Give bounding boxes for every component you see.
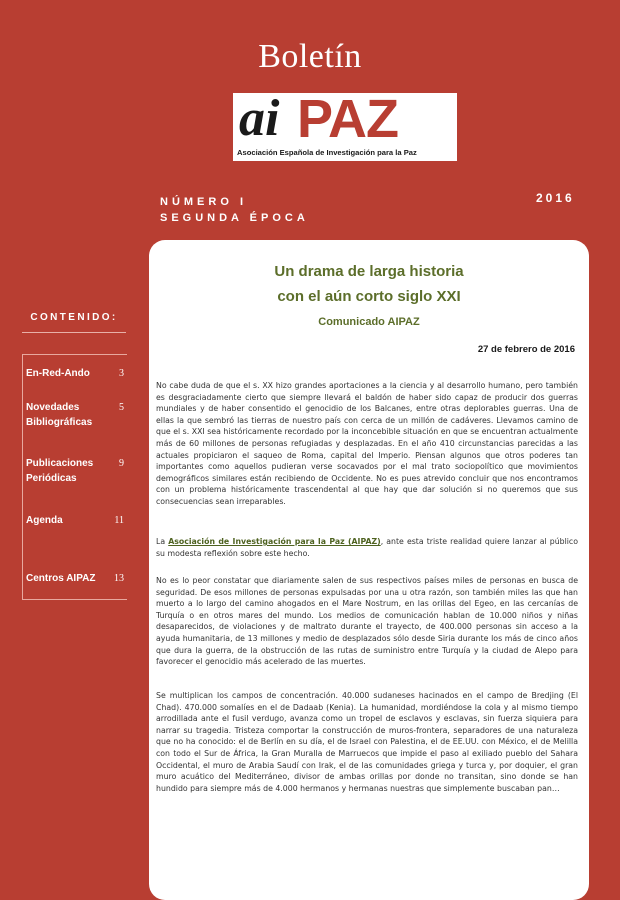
logo-subtitle: Asociación Española de Investigación para la Paz — [237, 148, 417, 157]
issue-info — [160, 194, 309, 226]
toc-item-centros[interactable] — [26, 571, 126, 586]
toc-item-novedades[interactable] — [26, 400, 126, 430]
toc-item-label: Agenda — [26, 515, 63, 526]
issue-year: 2016 — [536, 191, 575, 205]
toc-item-page: 9 — [119, 458, 124, 469]
toc-item-page: 5 — [119, 402, 124, 413]
article-title — [149, 259, 589, 309]
logo-paz-text: PAZ — [297, 93, 398, 149]
toc-heading: CONTENIDO: — [30, 312, 118, 323]
article-card — [149, 240, 589, 900]
toc-item-publicaciones[interactable] — [26, 456, 126, 486]
article-title-line1: Un drama de larga historia — [274, 263, 464, 280]
aipaz-logo — [233, 93, 457, 161]
article-subtitle: Comunicado AIPAZ — [318, 316, 420, 328]
paragraph-2-prefix: La — [156, 537, 169, 546]
masthead-title: Boletín — [258, 38, 362, 75]
toc-item-page: 3 — [119, 368, 124, 379]
logo-ai-text: ai — [239, 93, 280, 147]
article-title-line2: con el aún corto siglo XXI — [277, 288, 461, 305]
article-date: 27 de febrero de 2016 — [477, 344, 575, 355]
article-paragraph-4: Se multiplican los campos de concentración. 40.000 sudaneses hacinados en el campo de Bredjing (El Chad). 470.000 somalíes en el de Dadaab (Kenia). La humanidad, mordiéndose la cola y al mismo tiempo arrodillada ante el fusil verdugo, avanza como un tropel de esclavos y esclavas, sin fuerza siquiera para narrar su tragedia. Tristeza comportar la construcción de muros-frontera, separadores de una naturaleza que no ha conocido: el de Berlín en su día, el de Israel con Palestina, el de EE.UU. con México, el de Melilla con todo el Sur de África, la Gran Muralla de Marruecos que impide el paso al exiliado pueblo del Sahara Occidental, el muro de Arabia Saudí con Irak, el de las comunidades griega y turca y, por doquier, el gran muro acuático del Mediterráneo, divisor de ambas orillas por donde no transitan, sino donde se han hundido para siempre más de 4.000 hermanos y hermanas nuestras que simplemente buscaban pan… — [156, 691, 578, 793]
toc-item-label: Novedades Bibliográficas — [26, 402, 93, 428]
toc-item-label: Publicaciones Periódicas — [26, 458, 94, 484]
article-paragraph-1: No cabe duda de que el s. XX hizo grandes aportaciones a la ciencia y al desarrollo humano, pero también es desgraciadamente cierto que siempre llevará el baldón de haber sido capaz de producir dos guerras mundiales y de haber consentido el genocidio de los Balcanes, entre otras deplorables guerras. Una de ellas la que sembró las tierras de nuestro país con cerca de un millón de cadáveres. Llevamos camino de que el s. XXI sea históricamente recordado por la inconcebible situación en que se encuentran actualmente más de 60 millones de personas refugiadas y desplazadas. En el año 410 circunstancias parecidas a las actuales propiciaron el saqueo de Roma, capital del Imperio. Piensan algunos que otros poderes tan importantes como aquellos pudieran verse socavados por el mal trato sociopolítico que movimientos demográficos similares están recibiendo de Occidente. No es pues atrevido concluir que nos encontramos con un problema históricamente trascendental al que hay que dar solución si no queremos que sus consecuencias sean irreparables. — [156, 381, 578, 506]
toc-item-page: 13 — [114, 573, 124, 584]
toc-item-label: En-Red-Ando — [26, 368, 90, 379]
article-paragraph-2 — [156, 536, 578, 559]
toc-item-page: 11 — [114, 515, 124, 526]
toc-item-label: Centros AIPAZ — [26, 573, 96, 584]
toc-item-agenda[interactable] — [26, 513, 126, 528]
toc-divider — [22, 332, 126, 333]
paragraph-2-rest: , ante esta triste realidad quiere lanzar al público su modesta reflexión sobre este hecho. — [156, 537, 578, 558]
toc-item-en-red-ando[interactable] — [26, 366, 126, 381]
article-paragraph-3: No es lo peor constatar que diariamente salen de sus respectivos países miles de personas en busca de seguridad. De esos millones de personas expulsadas por una u otra razón, son también miles las que han muerto a lo largo del camino ahogados en el Mare Nostrum, en las orillas del Egeo, en las cercanías de Turquía o en otros mares del mundo. Los medios de comunicación hablan de 10.000 niños y niñas desaparecidos, de violaciones y de maltrato durante el trayecto, de 400.000 personas sin acceso a la ayuda humanitaria, de 13 millones y medio de desplazados sólo desde Siria durante los más de cinco años que dura la guerra, de la obstrucción de las rutas de suministro entre Turquía y la ciudad de Alepo para favorecer el genocidio más acelerado de las muertes. — [156, 576, 578, 667]
issue-number: NÚMERO I — [160, 196, 247, 208]
issue-epoch: SEGUNDA ÉPOCA — [160, 212, 309, 224]
aipaz-link[interactable]: Asociación de Investigación para la Paz (AIPAZ) — [168, 537, 381, 546]
